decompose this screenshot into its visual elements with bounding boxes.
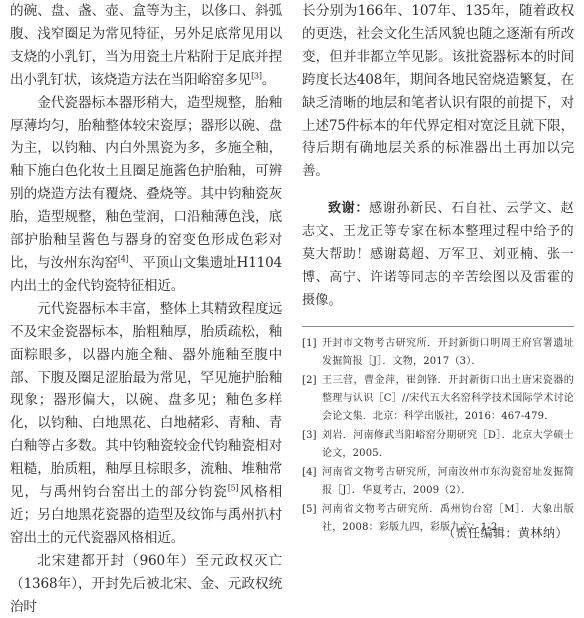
responsible-editor: （责任编辑：黄林纳） (442, 526, 568, 540)
paragraph-text-continued: 。 (261, 71, 276, 88)
reference-item (302, 464, 574, 500)
paragraph-text: 金代瓷器标本器形稍大，造型规整，胎釉厚薄均匀，胎釉整体较宋瓷厚；器形以碗、盘为主，以钧釉、内白外黑瓷为多，多施全釉，釉下施白色化妆土且圈足施酱色护胎釉，可辨别的烧造方法有覆烧、叠烧等。其中钧釉瓷灰胎，造型规整，釉色莹润，口沿釉薄色浅，底部护胎釉呈酱色与器身的窑变色形成色彩对比，与汝州东沟窑 (10, 94, 282, 271)
reference-number: [3] (302, 429, 317, 441)
acknowledgement-text: 感谢孙新民、石自社、云学文、赵志文、王龙正等专家在标本整理过程中给予的莫大帮助！感谢葛超、万军卫、刘亚楠、张一博、高宁、许诺等同志的辛苦绘图以及雷霍的摄像。 (302, 201, 574, 308)
body-paragraph (302, 0, 574, 183)
acknowledgement-label: 致谢： (328, 201, 370, 217)
citation-marker: [3] (251, 71, 262, 81)
references-divider (302, 326, 574, 327)
reference-number: [5] (302, 503, 317, 515)
reference-number: [1] (302, 337, 317, 349)
left-column (10, 0, 282, 618)
paragraph-text-continued: 风格相近；另白地黑花瓷器的造型及纹饰与禹州扒村窑出土的元代瓷器风格相近。 (10, 484, 282, 546)
citation-marker: [4] (117, 254, 129, 264)
reference-text: 刘岩．河南修武当阳峪窑分期研究［D］．北京大学硕士论文，2005． (322, 429, 574, 459)
paragraph-text: 元代瓷器标本丰富，整体上其精致程度远不及宋金瓷器标本，胎粗釉厚，胎质疏松，釉面粽眼多，以器内施全釉、器外施釉至腹中部、下腹及圈足涩胎最为常见，罕见施护胎釉现象；器形偏大，以碗、盘多见；釉色多样化，以钧釉、白地黑花、白地赭彩、青釉、青白釉等占多数。其中钧釉瓷较金代钧釉瓷相对粗糙，胎质粗，釉厚且棕眼多，流釉、堆釉常见，与禹州钧台窑出土的部分钧瓷 (10, 300, 282, 501)
acknowledgement (302, 198, 574, 313)
reference-list (302, 335, 574, 537)
reference-text: 开封市文物考古研究所．开封新街口明周王府官署遗址发掘简报［J］．文物，2017（3）． (322, 337, 574, 367)
right-body-text (302, 0, 574, 183)
citation-marker: [5] (227, 483, 239, 493)
reference-item (302, 372, 574, 426)
body-paragraph (10, 550, 282, 618)
reference-number: [2] (302, 374, 317, 386)
reference-number: [4] (302, 466, 317, 478)
right-column (302, 0, 574, 538)
paragraph-text: 长分别为166年、107年、135年，随着政权的更迭，社会文化生活风貌也随之逐渐有所改变，但并非都立竿见影。该批瓷器标本的时间跨度长达408年，期间各地民窑烧造繁复，在缺乏清晰的地层和笔者认识有限的前提下，对上述75件标本的年代界定相对宽泛且就下限，待后期有确地层关系的标准器出土再加以完善。 (302, 3, 574, 180)
paragraph-text: 的碗、盘、盏、壶、盒等为主，以侈口、斜弧腹、浅窄圈足为常见特征，另外足底常见用以支烧的小乳钉，当为用瓷土片粘附于足底并捏出小乳钉状，该烧造方法在当阳峪窑多见 (10, 3, 282, 88)
reference-text: 河南省文物考古研究所．禹州钧台窑［M］．大象出版社，2008：彩版九四，彩版九六：1-2． (322, 503, 574, 533)
paragraph-text: 北宋建都开封（960年）至元政权灭亡（1368年），开封先后被北宋、金、元政权统治时 (10, 552, 282, 615)
reference-text: 河南省文物考古研究所，河南汝州市东沟瓷窑址发掘简报［J］．华夏考古，2009（2）． (322, 466, 574, 496)
body-paragraph (10, 92, 282, 298)
reference-item (302, 335, 574, 371)
body-paragraph (10, 0, 282, 92)
reference-text: 王三营，曹金萍，崔剑锋．开封新街口出土唐宋瓷器的整理与认识［C］//宋代五大名窑科学技术国际学术讨论会论文集．北京：科学出版社，2016：467-479． (322, 374, 574, 422)
body-paragraph (10, 298, 282, 550)
reference-item (302, 427, 574, 463)
paragraph-text-continued: 、平顶山文集遗址H1104内出土的金代钧瓷特征相近。 (10, 254, 282, 294)
